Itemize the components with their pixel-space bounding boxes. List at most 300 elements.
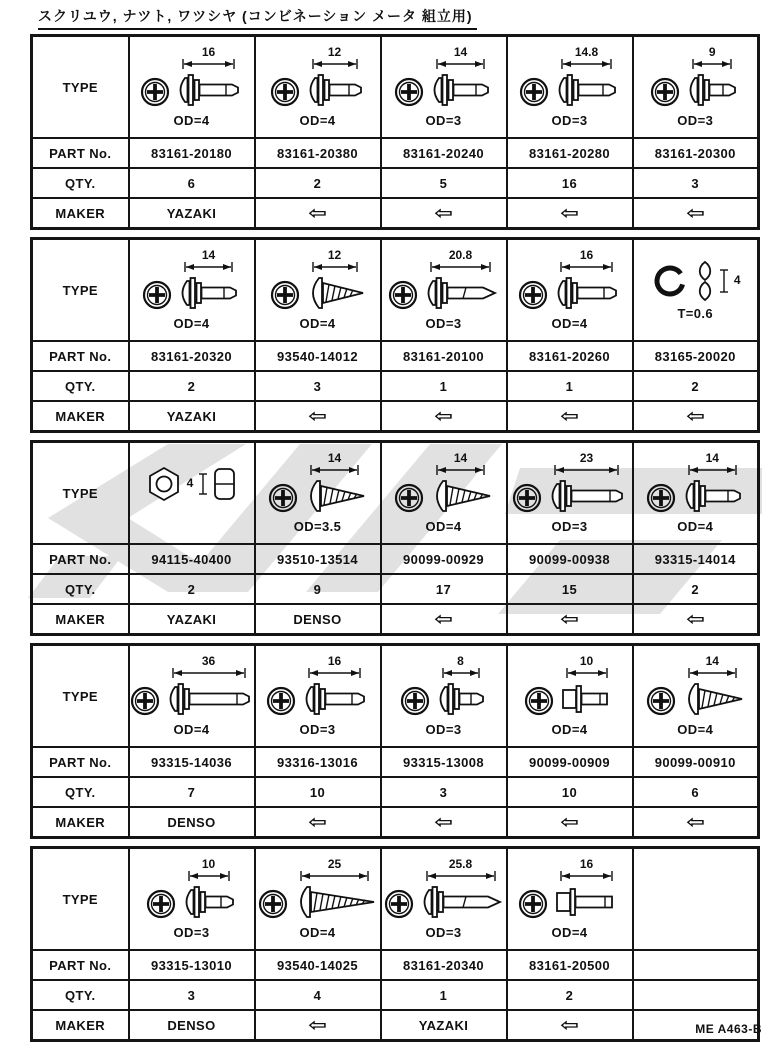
phillips-head-front-icon: [270, 75, 300, 109]
phillips-head-front-icon: [268, 481, 298, 515]
dimension-value: 12: [327, 248, 342, 262]
tapping-screw-side-view-icon: [428, 477, 493, 515]
dimension-arrow-icon: [308, 668, 361, 678]
phillips-head-front-icon: [518, 278, 548, 312]
maker-cell: [129, 604, 255, 635]
dimension-value: 12: [327, 45, 342, 59]
part-no-cell: 93540-14025: [255, 950, 381, 980]
od-label: OD=3: [551, 113, 588, 128]
page-code: ME A463-B: [695, 1022, 762, 1036]
dimension-arrow-icon: [554, 465, 619, 475]
row-label-part-no: PART No.: [32, 544, 129, 574]
dimension-value: 4: [733, 273, 741, 287]
screw-type-figure: [634, 443, 758, 543]
maker-name: DENSO: [293, 611, 342, 627]
type-cell: [129, 645, 255, 748]
ditto-left-arrow-icon: ⇦: [433, 609, 454, 629]
od-label: OD=4: [425, 519, 462, 534]
dimension-value: 14: [705, 654, 719, 668]
row-label-qty: QTY.: [32, 371, 129, 401]
maker-cell: [255, 401, 381, 432]
phillips-head-front-icon: [512, 481, 542, 515]
od-label: OD=3: [551, 519, 588, 534]
maker-row: [32, 401, 759, 432]
type-cell: [381, 36, 507, 139]
dimension-value: 14: [327, 451, 342, 465]
screw-type-figure: [634, 240, 758, 340]
phillips-head-front-icon: [524, 684, 554, 718]
dimension-value: 14: [453, 451, 468, 465]
maker-cell: [129, 1010, 255, 1041]
dimension-arrow-icon: [182, 59, 235, 69]
screw-side-view-icon: [680, 477, 745, 515]
row-label-qty: QTY.: [32, 574, 129, 604]
parts-table-1: [30, 34, 760, 230]
od-label: OD=4: [551, 722, 588, 737]
part-no-cell: [633, 950, 759, 980]
ditto-left-arrow-icon: ⇦: [559, 609, 580, 629]
qty-cell: 10: [255, 777, 381, 807]
type-row: [32, 848, 759, 951]
maker-name: YAZAKI: [166, 408, 217, 424]
od-label: OD=4: [173, 722, 210, 737]
qty-cell: 1: [381, 980, 507, 1010]
ditto-left-arrow-icon: ⇦: [559, 203, 580, 223]
spring-washer-side-view-icon: [695, 260, 715, 302]
dimension-arrow-icon: [436, 465, 485, 475]
ditto-left-arrow-icon: ⇦: [559, 812, 580, 832]
row-label-type: TYPE: [32, 239, 129, 342]
maker-row: [32, 198, 759, 229]
screw-type-figure: [256, 646, 380, 746]
tapping-screw-side-view-icon: [680, 680, 745, 718]
part-no-cell: 83161-20500: [507, 950, 633, 980]
screw-type-figure: [256, 849, 380, 949]
type-cell: [507, 645, 633, 748]
type-cell: [507, 36, 633, 139]
screw-type-figure: [256, 240, 380, 340]
dimension-arrow-icon: [688, 465, 737, 475]
screw-type-figure: [382, 646, 506, 746]
part-no-cell: 83165-20020: [633, 341, 759, 371]
type-cell: [633, 645, 759, 748]
dimension-arrow-icon: [312, 262, 358, 272]
part-no-row: [32, 950, 759, 980]
od-label: OD=3: [425, 316, 462, 331]
ditto-left-arrow-icon: ⇦: [307, 406, 328, 426]
dimension-value: 14: [201, 248, 216, 262]
dimension-arrow-icon: [436, 59, 485, 69]
screw-type-figure: [130, 443, 254, 543]
screw-side-view-icon: [164, 680, 254, 718]
od-label: OD=4: [677, 722, 714, 737]
qty-cell: 2: [633, 574, 759, 604]
qty-cell: 4: [255, 980, 381, 1010]
maker-cell: [507, 1010, 633, 1041]
type-cell: [381, 442, 507, 545]
ditto-left-arrow-icon: ⇦: [685, 609, 705, 629]
screw-side-view-icon: [304, 71, 366, 109]
od-label: OD=3: [425, 925, 462, 940]
qty-cell: 3: [633, 168, 759, 198]
screw-type-figure: [634, 37, 758, 137]
parts-tables: [30, 34, 758, 1049]
ditto-left-arrow-icon: ⇦: [685, 812, 705, 832]
dimension-arrow-icon: [560, 262, 613, 272]
type-cell: [129, 442, 255, 545]
part-no-cell: 83161-20180: [129, 138, 255, 168]
dimension-value: 25: [327, 857, 342, 871]
maker-cell: [255, 604, 381, 635]
part-no-cell: 93510-13514: [255, 544, 381, 574]
qty-cell: 2: [129, 574, 255, 604]
od-label: OD=4: [299, 113, 336, 128]
qty-cell: 1: [507, 371, 633, 401]
row-label-part-no: PART No.: [32, 138, 129, 168]
tapping-screw-side-view-icon: [302, 477, 367, 515]
maker-cell: [255, 1010, 381, 1041]
part-no-cell: 90099-00910: [633, 747, 759, 777]
dimension-value: 10: [579, 654, 594, 668]
tapping-screw-side-view-icon: [304, 274, 366, 312]
parts-table-4: [30, 643, 760, 839]
type-cell: [381, 848, 507, 951]
dimension-arrow-icon: [566, 668, 608, 678]
screw-type-figure: [256, 37, 380, 137]
qty-cell: 3: [129, 980, 255, 1010]
screw-type-figure: [634, 646, 758, 746]
part-no-cell: 83161-20320: [129, 341, 255, 371]
od-label: OD=3.5: [293, 519, 342, 534]
qty-cell: 10: [507, 777, 633, 807]
ditto-left-arrow-icon: ⇦: [433, 406, 454, 426]
type-cell: [255, 442, 381, 545]
dimension-arrow-icon: [310, 465, 359, 475]
dimension-value: 14.8: [574, 45, 599, 59]
dimension-arrow-icon: [184, 262, 233, 272]
part-no-cell: 83161-20380: [255, 138, 381, 168]
screw-type-figure: [256, 443, 380, 543]
qty-cell: 6: [129, 168, 255, 198]
screw-type-figure: [382, 443, 506, 543]
screw-type-figure: [508, 240, 632, 340]
part-no-cell: 93316-13016: [255, 747, 381, 777]
dimension-arrow-icon: [300, 871, 369, 881]
part-no-cell: 83161-20280: [507, 138, 633, 168]
row-label-maker: MAKER: [32, 401, 129, 432]
maker-cell: [507, 401, 633, 432]
screw-side-view-icon: [428, 71, 493, 109]
phillips-head-front-icon: [384, 887, 414, 921]
ditto-left-arrow-icon: ⇦: [559, 1015, 580, 1035]
od-label: OD=4: [551, 316, 588, 331]
type-cell: [129, 239, 255, 342]
dimension-value: 23: [579, 451, 594, 465]
qty-cell: 2: [129, 371, 255, 401]
phillips-head-front-icon: [646, 684, 676, 718]
dimension-bracket-icon: [198, 471, 208, 497]
phillips-head-front-icon: [519, 75, 549, 109]
qty-cell: 17: [381, 574, 507, 604]
od-label: OD=3: [677, 113, 714, 128]
qty-cell: 6: [633, 777, 759, 807]
dimension-value: 8: [457, 654, 464, 668]
part-no-cell: 90099-00938: [507, 544, 633, 574]
ditto-left-arrow-icon: ⇦: [307, 203, 328, 223]
qty-cell: 9: [255, 574, 381, 604]
phillips-head-front-icon: [270, 278, 300, 312]
type-cell: [381, 239, 507, 342]
screw-type-figure: [130, 240, 254, 340]
od-label: OD=4: [173, 316, 210, 331]
ditto-left-arrow-icon: ⇦: [433, 203, 454, 223]
part-no-cell: 83161-20300: [633, 138, 759, 168]
qty-cell: 7: [129, 777, 255, 807]
phillips-head-front-icon: [142, 278, 172, 312]
dimension-bracket-icon: [720, 265, 729, 297]
phillips-head-front-icon: [258, 887, 288, 921]
screw-side-view-icon: [180, 883, 238, 921]
qty-cell: 5: [381, 168, 507, 198]
type-cell: [633, 848, 759, 951]
row-label-type: TYPE: [32, 645, 129, 748]
od-label: OD=4: [299, 925, 336, 940]
dimension-arrow-icon: [442, 668, 480, 678]
parts-table-3: [30, 440, 760, 636]
maker-cell: [507, 604, 633, 635]
type-cell: [255, 848, 381, 951]
type-cell: [633, 442, 759, 545]
dimension-value: 16: [579, 857, 594, 871]
maker-cell: [507, 198, 633, 229]
qty-cell: [633, 980, 759, 1010]
screw-side-view-icon: [684, 71, 740, 109]
type-cell: [129, 36, 255, 139]
type-cell: [381, 645, 507, 748]
maker-name: YAZAKI: [166, 205, 217, 221]
maker-cell: [381, 198, 507, 229]
od-label: OD=4: [677, 519, 714, 534]
row-label-maker: MAKER: [32, 1010, 129, 1041]
dimension-value: 16: [201, 45, 216, 59]
dimension-arrow-icon: [688, 668, 737, 678]
maker-cell: [129, 401, 255, 432]
dimension-value: 16: [579, 248, 594, 262]
dimension-value: 10: [201, 857, 216, 871]
phillips-head-front-icon: [518, 887, 548, 921]
hex-head-screw-side-view-icon: [558, 680, 616, 718]
ditto-left-arrow-icon: ⇦: [685, 406, 705, 426]
maker-name: YAZAKI: [166, 611, 217, 627]
row-label-maker: MAKER: [32, 198, 129, 229]
ditto-left-arrow-icon: ⇦: [559, 406, 580, 426]
dimension-arrow-icon: [172, 668, 246, 678]
od-label: OD=3: [425, 722, 462, 737]
part-no-cell: 90099-00909: [507, 747, 633, 777]
part-no-cell: 83161-20240: [381, 138, 507, 168]
maker-name: DENSO: [167, 1017, 216, 1033]
phillips-head-front-icon: [394, 481, 424, 515]
row-label-qty: QTY.: [32, 980, 129, 1010]
part-no-cell: 83161-20100: [381, 341, 507, 371]
part-no-cell: 93540-14012: [255, 341, 381, 371]
row-label-type: TYPE: [32, 848, 129, 951]
phillips-head-front-icon: [388, 278, 418, 312]
page-title: スクリユウ, ナツト, ワツシヤ (コンビネーション メータ 組立用): [38, 6, 477, 30]
row-label-part-no: PART No.: [32, 341, 129, 371]
pointed-screw-side-view-icon: [422, 274, 499, 312]
screw-side-view-icon: [176, 274, 241, 312]
screw-type-figure: [382, 849, 506, 949]
row-label-qty: QTY.: [32, 777, 129, 807]
part-no-row: [32, 341, 759, 371]
dimension-value: 4: [186, 476, 194, 490]
screw-type-figure: [130, 37, 254, 137]
pointed-screw-side-view-icon: [418, 883, 504, 921]
qty-row: [32, 980, 759, 1010]
maker-cell: [381, 401, 507, 432]
type-cell: [633, 36, 759, 139]
ditto-left-arrow-icon: ⇦: [685, 203, 705, 223]
maker-cell: [255, 198, 381, 229]
row-label-maker: MAKER: [32, 807, 129, 838]
type-cell: [633, 239, 759, 342]
dimension-value: 36: [201, 654, 216, 668]
dimension-arrow-icon: [561, 59, 612, 69]
part-no-row: [32, 544, 759, 574]
type-cell: [255, 645, 381, 748]
part-no-cell: 93315-14036: [129, 747, 255, 777]
phillips-head-front-icon: [140, 75, 170, 109]
row-label-part-no: PART No.: [32, 950, 129, 980]
type-cell: [507, 442, 633, 545]
qty-row: [32, 777, 759, 807]
row-label-part-no: PART No.: [32, 747, 129, 777]
maker-row: [32, 807, 759, 838]
part-no-cell: 90099-00929: [381, 544, 507, 574]
od-label: T=0.6: [677, 305, 714, 321]
phillips-head-front-icon: [394, 75, 424, 109]
dimension-arrow-icon: [426, 871, 496, 881]
hex-head-screw-side-view-icon: [552, 883, 621, 921]
part-no-row: [32, 747, 759, 777]
screw-side-view-icon: [300, 680, 369, 718]
type-row: [32, 239, 759, 342]
hex-nut-side-view-icon: [213, 467, 237, 501]
qty-cell: 3: [381, 777, 507, 807]
od-label: OD=3: [173, 925, 210, 940]
screw-side-view-icon: [174, 71, 243, 109]
type-row: [32, 442, 759, 545]
phillips-head-front-icon: [650, 75, 680, 109]
type-cell: [507, 848, 633, 951]
qty-row: [32, 168, 759, 198]
od-label: OD=3: [425, 113, 462, 128]
screw-type-figure: [382, 240, 506, 340]
part-no-cell: 93315-13010: [129, 950, 255, 980]
dimension-arrow-icon: [560, 871, 613, 881]
maker-name: DENSO: [167, 814, 216, 830]
part-no-cell: 93315-14014: [633, 544, 759, 574]
dimension-value: 14: [453, 45, 468, 59]
maker-cell: [633, 807, 759, 838]
dimension-value: 9: [708, 45, 716, 59]
ditto-left-arrow-icon: ⇦: [433, 812, 454, 832]
qty-cell: 1: [381, 371, 507, 401]
phillips-head-front-icon: [646, 481, 676, 515]
qty-cell: 16: [507, 168, 633, 198]
screw-type-figure: [130, 849, 254, 949]
screw-type-figure: [130, 646, 254, 746]
maker-cell: [129, 198, 255, 229]
screw-side-view-icon: [552, 274, 621, 312]
qty-row: [32, 574, 759, 604]
screw-type-figure: [508, 37, 632, 137]
maker-cell: [633, 604, 759, 635]
dimension-value: 16: [327, 654, 342, 668]
part-no-cell: 83161-20340: [381, 950, 507, 980]
dimension-arrow-icon: [692, 59, 732, 69]
dimension-value: 20.8: [448, 248, 473, 262]
screw-side-view-icon: [434, 680, 488, 718]
row-label-type: TYPE: [32, 442, 129, 545]
qty-cell: 3: [255, 371, 381, 401]
phillips-head-front-icon: [146, 887, 176, 921]
dimension-value: 14: [705, 451, 719, 465]
qty-cell: 2: [507, 980, 633, 1010]
type-row: [32, 645, 759, 748]
qty-cell: 2: [255, 168, 381, 198]
maker-row: [32, 604, 759, 635]
maker-name: YAZAKI: [418, 1017, 469, 1033]
part-no-cell: 94115-40400: [129, 544, 255, 574]
screw-side-view-icon: [553, 71, 620, 109]
phillips-head-front-icon: [266, 684, 296, 718]
maker-cell: [129, 807, 255, 838]
dimension-arrow-icon: [430, 262, 491, 272]
maker-cell: [507, 807, 633, 838]
type-cell: [255, 239, 381, 342]
qty-cell: 15: [507, 574, 633, 604]
part-no-row: [32, 138, 759, 168]
screw-type-figure: [508, 849, 632, 949]
ditto-left-arrow-icon: ⇦: [307, 812, 328, 832]
qty-cell: 2: [633, 371, 759, 401]
ditto-left-arrow-icon: ⇦: [307, 1015, 328, 1035]
maker-cell: [381, 807, 507, 838]
screw-type-figure: [508, 646, 632, 746]
od-label: OD=4: [551, 925, 588, 940]
row-label-maker: MAKER: [32, 604, 129, 635]
tapping-screw-side-view-icon: [292, 883, 377, 921]
qty-row: [32, 371, 759, 401]
maker-cell: [255, 807, 381, 838]
maker-cell: [633, 401, 759, 432]
part-no-cell: 93315-13008: [381, 747, 507, 777]
screw-type-figure: [382, 37, 506, 137]
screw-type-figure: [508, 443, 632, 543]
type-row: [32, 36, 759, 139]
parts-table-2: [30, 237, 760, 433]
row-label-type: TYPE: [32, 36, 129, 139]
spring-washer-front-icon: [650, 261, 690, 301]
parts-table-5: [30, 846, 760, 1042]
maker-cell: [381, 1010, 507, 1041]
type-cell: [255, 36, 381, 139]
type-cell: [129, 848, 255, 951]
hex-nut-front-icon: [146, 466, 182, 502]
maker-cell: [381, 604, 507, 635]
